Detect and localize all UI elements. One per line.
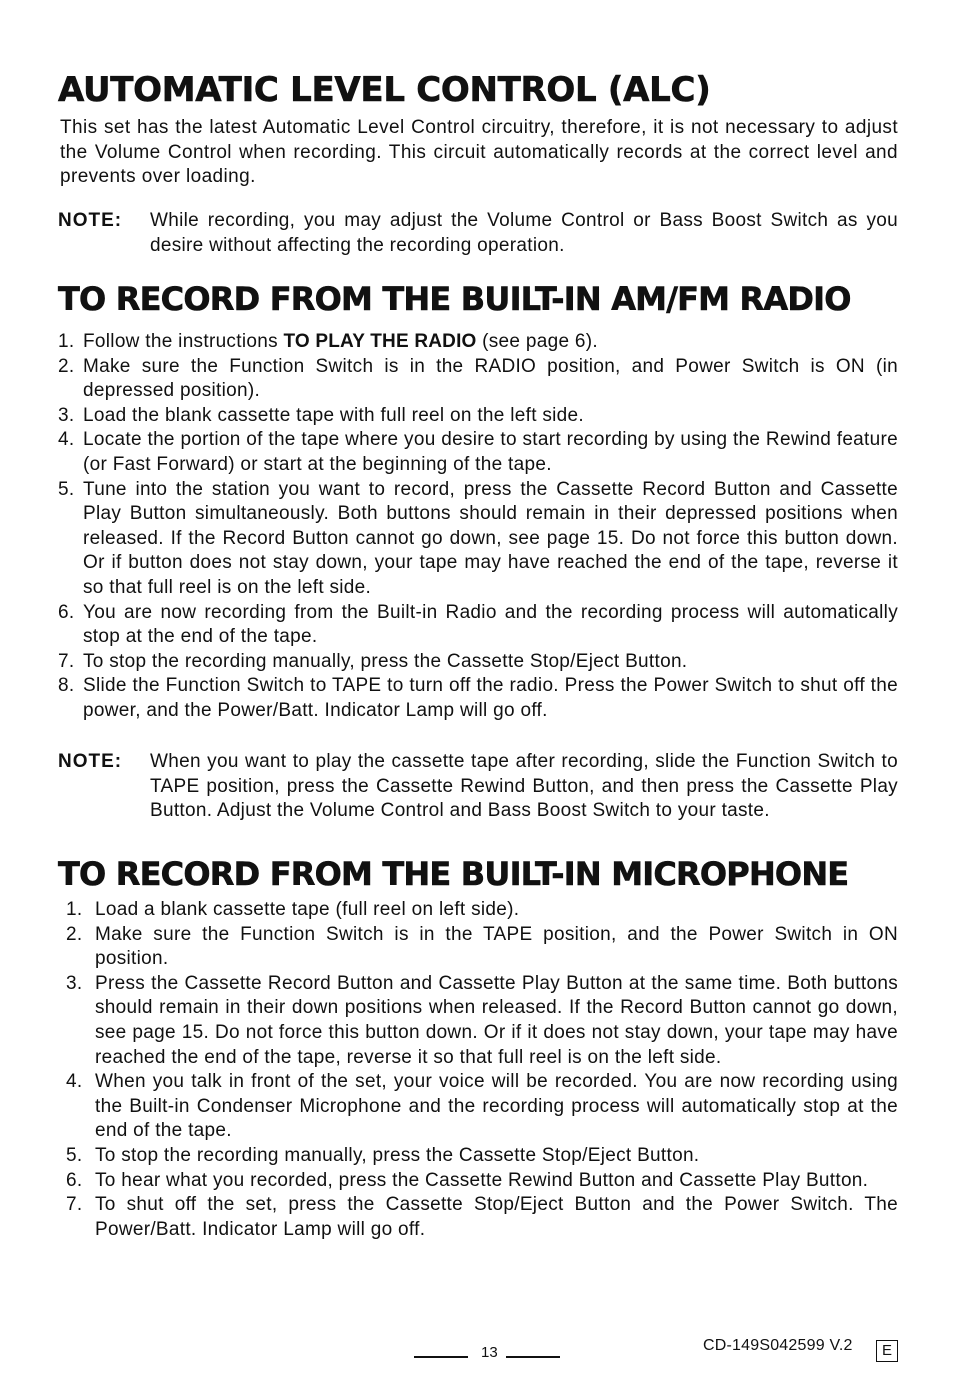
play-radio-reference: TO PLAY THE RADIO [283,331,477,352]
mic-heading: TO RECORD FROM THE BUILT-IN MICROPHONE [58,855,849,893]
footer-rule-right [506,1356,560,1358]
mic-step-5 [66,1144,898,1169]
step-text: Load the blank cassette tape with full reel on the left side. [83,404,584,426]
alc-note-label: NOTE: [58,210,123,231]
step-text: You are now recording from the Built-in Radio and the recording process will automatically stop at the end of the tape. [83,601,898,648]
step-text: Locate the portion of the tape where you desire to start recording by using the Rewind feature (or Fast Forward) or start at the beginning of the tape. [83,429,898,475]
step-number: 2. [66,923,83,945]
language-badge: E [876,1340,898,1362]
step-number: 2. [58,355,75,377]
alc-note [58,209,898,258]
radio-steps-list [58,330,898,724]
radio-step-1 [58,330,898,355]
step-text: Slide the Function Switch to TAPE to turn off the radio. Press the Power Switch to shut off the power, and the Power/Batt. Indicator Lamp will go off. [83,675,898,721]
radio-step-7 [58,650,898,675]
mic-steps-list [66,898,898,1242]
step-text: When you talk in front of the set, your voice will be recorded. You are now recording using the Built-in Condenser Microphone and the recording process will automatically stop at the end of the tape. [95,1071,898,1142]
radio-step-8 [58,674,898,723]
radio-heading: TO RECORD FROM THE BUILT-IN AM/FM RADIO [58,280,851,318]
step-number: 5. [58,478,75,500]
step-text: To hear what you recorded, press the Cassette Rewind Button and Cassette Play Button. [95,1169,869,1191]
step-text: Load a blank cassette tape (full reel on left side). [95,899,520,920]
mic-step-3 [66,972,898,1070]
step-text: To stop the recording manually, press the Cassette Stop/Eject Button. [83,650,688,672]
mic-step-6 [66,1169,898,1194]
mic-step-7 [66,1193,898,1242]
step-number: 6. [66,1169,83,1191]
step-text-part: Follow the instructions [83,331,284,352]
step-number: 7. [58,650,75,672]
step-number: 1. [66,899,83,920]
radio-step-5 [58,478,898,601]
alc-body: This set has the latest Automatic Level Control circuitry, therefore, it is not necessary to adjust the Volume Control when recording. This circuit automatically records at the correct level and prevents over loading. [60,117,898,187]
step-text: To stop the recording manually, press the Cassette Stop/Eject Button. [95,1144,700,1166]
step-number: 6. [58,601,75,623]
step-number: 8. [58,675,75,697]
radio-step-2 [58,355,898,404]
radio-note-text: When you want to play the cassette tape after recording, slide the Function Switch to TAPE position, press the Cassette Rewind Button, and then press the Cassette Play Button. Adjust the Volume Control and Bass Boost Switch to your taste. [150,751,898,821]
radio-step-4 [58,428,898,477]
radio-note [58,750,898,824]
step-number: 5. [66,1144,83,1166]
radio-step-6 [58,601,898,650]
mic-step-2 [66,923,898,972]
mic-step-1 [66,898,898,923]
step-number: 3. [58,404,75,426]
step-number: 4. [66,1071,83,1093]
footer-rule-left [414,1356,468,1358]
step-text: Tune into the station you want to record, press the Cassette Record Button and Cassette Play Button simultaneously. Both buttons should remain in their depressed positions when released. If the Record Button cannot go down, see page 15. Do not force this button down. Or if button does not stay down, your tape may have reached the end of the tape, reverse it so that full reel is on the left side. [83,478,898,598]
step-number: 7. [66,1194,83,1216]
step-number: 4. [58,429,75,451]
step-text: Press the Cassette Record Button and Cassette Play Button at the same time. Both buttons should remain in their down positions when released. If the Record Button cannot go down, see page 15. Do not force this button down. Or if it does not stay down, your tape may have reached the end of the tape, reverse it so that full reel is on the left side. [95,972,898,1068]
radio-step-3 [58,404,898,429]
page-number: 13 [481,1344,498,1361]
step-number: 3. [66,972,83,994]
mic-step-4 [66,1070,898,1144]
step-number: 1. [58,331,75,352]
step-text: Make sure the Function Switch is in the RADIO position, and Power Switch is ON (in depressed position). [83,355,898,402]
step-text: Make sure the Function Switch is in the TAPE position, and the Power Switch in ON position. [95,923,898,970]
document-id: CD-149S042599 V.2 [703,1337,853,1354]
step-text [83,330,898,355]
radio-note-label: NOTE: [58,751,123,772]
step-text: To shut off the set, press the Cassette Stop/Eject Button and the Power Switch. The Power/Batt. Indicator Lamp will go off. [95,1194,898,1240]
alc-note-text: While recording, you may adjust the Volume Control or Bass Boost Switch as you desire without affecting the recording operation. [150,210,898,256]
step-text-part: (see page 6). [476,331,598,352]
alc-heading: AUTOMATIC LEVEL CONTROL (ALC) [58,70,711,110]
